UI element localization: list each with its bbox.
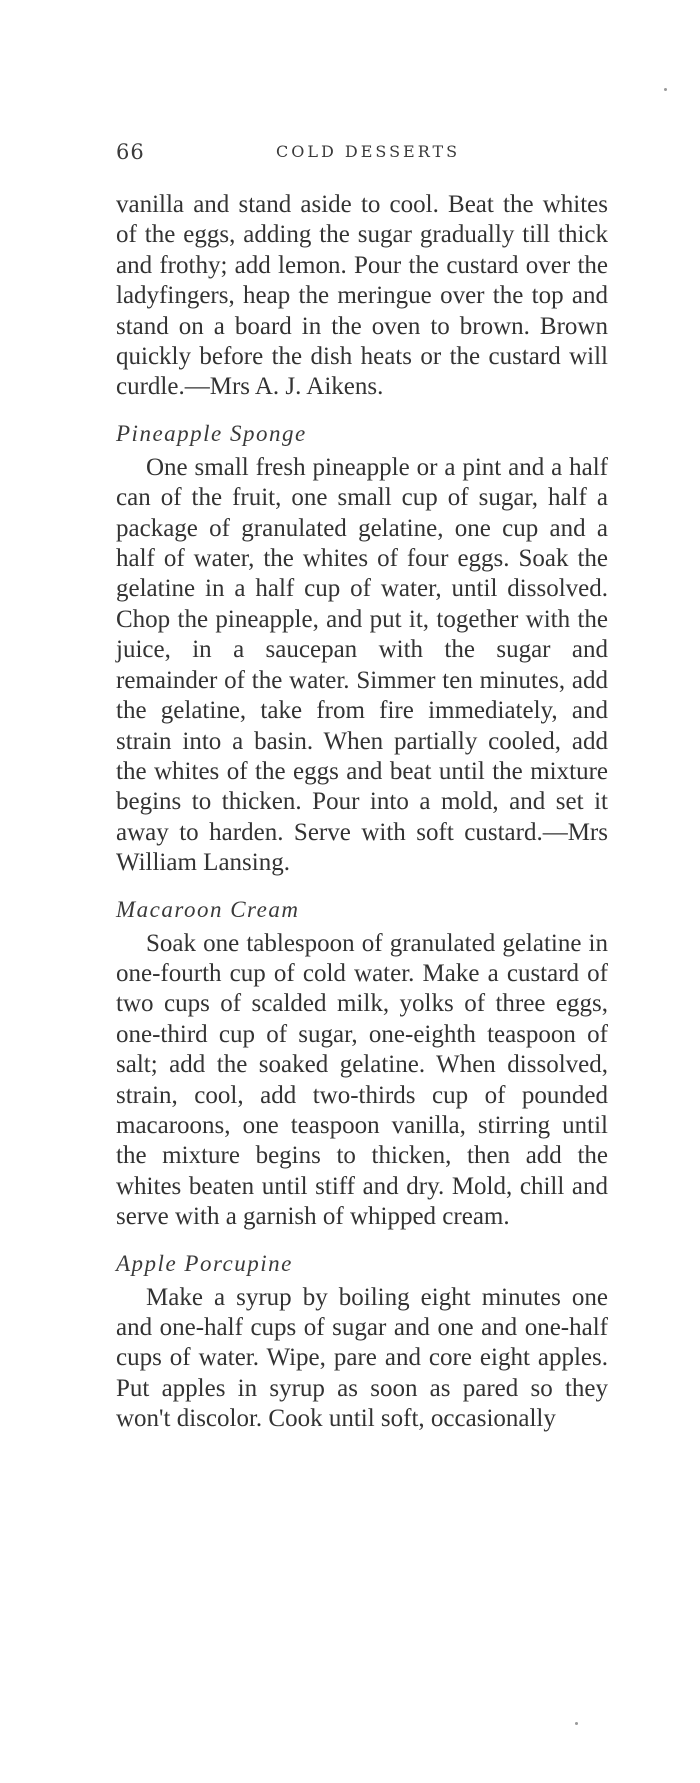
recipe-title-apple-porcupine: Apple Porcupine: [116, 1250, 293, 1276]
recipe-text-pineapple-sponge: One small fresh pineapple or a pint and a half can of the fruit, one small cup of sugar, half a package of granulated gelatine, one cup and a half of water, the whites of four eggs. Soak the gelatine in a half cup of water, until dissolved. Chop the pineapple, and put it, together with the juice, in a saucepan with the sugar and remainder of the water. Simmer ten minutes, add the gelatine, take from fire immediately, and strain into a basin. When partially cooled, add the whites of the eggs and beat until the mixture begins to thicken. Pour into a mold, and set it away to harden. Serve with soft custard.—Mrs William Lansing.: [116, 453, 608, 877]
paper-speck: [575, 1722, 578, 1725]
page-header: [116, 140, 608, 170]
recipe-title-pineapple-sponge: Pineapple Sponge: [116, 420, 307, 446]
recipe-text-macaroon-cream: Soak one tablespoon of granulated gelatine in one-fourth cup of cold water. Make a custard of two cups of scalded milk, yolks of three eggs, one-third cup of sugar, one-eighth teaspoon of salt; add the soaked gelatine. When dissolved, strain, cool, add two-thirds cup of pounded macaroons, one teaspoon vanilla, stirring until the mixture begins to thicken, then add the whites beaten until stiff and dry. Mold, chill and serve with a garnish of whipped cream.: [116, 929, 608, 1231]
continuation-paragraph: vanilla and stand aside to cool. Beat the whites of the eggs, adding the sugar gradually till thick and frothy; add lemon. Pour the custard over the ladyfingers, heap the meringue over the top and stand on a board in the oven to brown. Brown quickly before the dish heats or the custard will curdle.—Mrs A. J. Aikens.: [116, 191, 608, 401]
recipe-title-macaroon-cream: Macaroon Cream: [116, 896, 300, 922]
paper-speck: [664, 88, 667, 91]
page-number: 66: [116, 140, 145, 164]
recipe-text-apple-porcupine: Make a syrup by boiling eight minutes one and one-half cups of sugar and one and one-half cups of water. Wipe, pare and core eight apples. Put apples in syrup as soon as pared so they won't discolor. Cook until soft, occasionally: [116, 1283, 608, 1433]
page-body: [116, 190, 608, 1435]
running-head: COLD DESSERTS: [276, 142, 461, 161]
